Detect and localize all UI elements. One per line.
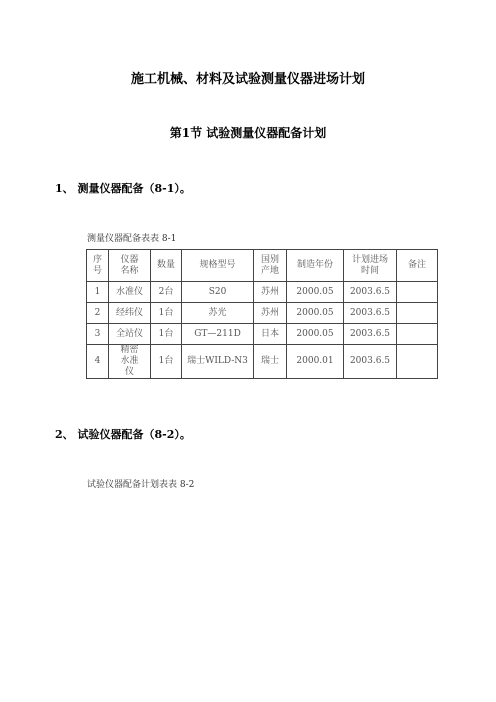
cell-year: 2000.05 — [287, 303, 344, 324]
cell-entry-date: 2003.6.5 — [344, 303, 397, 324]
table-row — [87, 324, 438, 345]
cell-index: 3 — [87, 324, 109, 345]
cell-remarks — [397, 324, 438, 345]
cell-origin: 瑞士 — [254, 345, 287, 379]
table-row — [87, 303, 438, 324]
cell-model: 瑞士WILD-N3 — [182, 345, 254, 379]
cell-year: 2000.05 — [287, 324, 344, 345]
cell-quantity: 1台 — [151, 303, 182, 324]
document-title: 施工机械、材料及试验测量仪器进场计划 — [130, 72, 365, 87]
col-header-entry-date: 计划进场时间 — [344, 250, 397, 282]
cell-origin: 日本 — [254, 324, 287, 345]
cell-remarks — [397, 303, 438, 324]
cell-entry-date: 2003.6.5 — [344, 345, 397, 379]
col-header-quantity: 数量 — [151, 250, 182, 282]
test-table-caption: 试验仪器配备计划表表 8-2 — [87, 480, 195, 490]
cell-model: 苏光 — [182, 303, 254, 324]
cell-year: 2000.05 — [287, 282, 344, 303]
cell-index: 2 — [87, 303, 109, 324]
col-header-origin: 国别产地 — [254, 250, 287, 282]
col-header-remarks: 备注 — [397, 250, 438, 282]
cell-name: 经纬仪 — [109, 303, 151, 324]
table-row — [87, 282, 438, 303]
cell-quantity: 2台 — [151, 282, 182, 303]
cell-remarks — [397, 345, 438, 379]
cell-origin: 苏州 — [254, 303, 287, 324]
cell-entry-date: 2003.6.5 — [344, 324, 397, 345]
cell-name: 水准仪 — [109, 282, 151, 303]
section-title: 第1节 试验测量仪器配备计划 — [169, 126, 327, 140]
cell-quantity: 1台 — [151, 345, 182, 379]
cell-index: 1 — [87, 282, 109, 303]
cell-remarks — [397, 282, 438, 303]
table-row — [87, 345, 438, 379]
cell-model: S20 — [182, 282, 254, 303]
cell-year: 2000.01 — [287, 345, 344, 379]
survey-heading: 1、 测量仪器配备（8-1）。 — [55, 182, 191, 195]
survey-equipment-table — [86, 249, 438, 379]
table-header-row — [87, 250, 438, 282]
col-header-model: 规格型号 — [182, 250, 254, 282]
cell-origin: 苏州 — [254, 282, 287, 303]
cell-index: 4 — [87, 345, 109, 379]
cell-name: 精密水准仪 — [109, 345, 151, 379]
cell-entry-date: 2003.6.5 — [344, 282, 397, 303]
cell-quantity: 1台 — [151, 324, 182, 345]
survey-table-caption: 测量仪器配备表表 8-1 — [87, 234, 177, 244]
cell-name: 全站仪 — [109, 324, 151, 345]
col-header-year: 制造年份 — [287, 250, 344, 282]
test-heading: 2、 试验仪器配备（8-2）。 — [55, 428, 191, 441]
col-header-name: 仪器名称 — [109, 250, 151, 282]
cell-model: GT—211D — [182, 324, 254, 345]
col-header-index: 序号 — [87, 250, 109, 282]
